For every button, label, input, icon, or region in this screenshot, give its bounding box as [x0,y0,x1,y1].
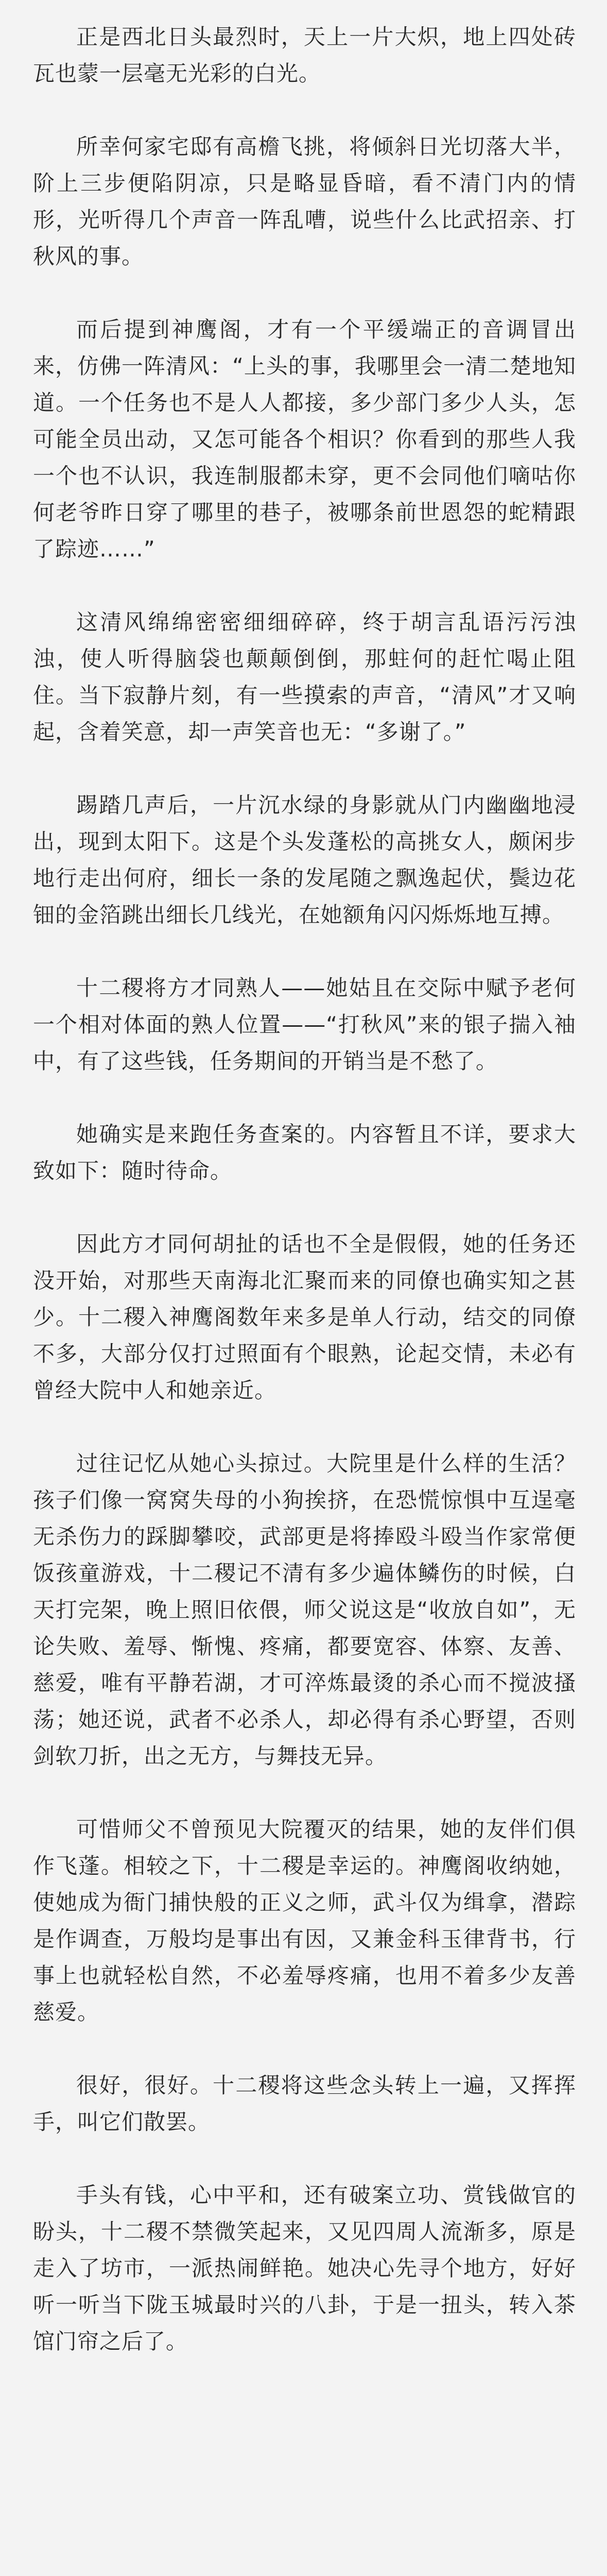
paragraph-11: 很好，很好。十二稷将这些念头转上一遍，又挥挥手，叫它们散罢。 [33,2073,576,2134]
paragraph-3: 而后提到神鹰阁，才有一个平缓端正的音调冒出来，仿佛一阵清风：“上头的事，我哪里会一清二楚地知道。一个任务也不是人人都接，多少部门多少人头，怎可能全员出动，又怎可能各个相识？你看到的那些人我一个也不认识，我连制服都未穿，更不会同他们嘀咕你何老爷昨日穿了哪里的巷子，被哪条前世恩怨的蛇精跟了踪迹……” [33,317,576,562]
paragraph-8: 因此方才同何胡扯的话也不全是假假，她的任务还没开始，对那些天南海北汇聚而来的同僚也确实知之甚少。十二稷入神鹰阁数年来多是单人行动，结交的同僚不多，大部分仅打过照面有个眼熟，论起交情，未必有曾经大院中人和她亲近。 [33,1231,576,1403]
paragraph-1: 正是西北日头最烈时，天上一片大炽，地上四处砖瓦也蒙一层毫无光彩的白光。 [33,24,576,86]
paragraph-7: 她确实是来跑任务查案的。内容暂且不详，要求大致如下：随时待命。 [33,1122,576,1183]
paragraph-5: 踢踏几声后，一片沉水绿的身影就从门内幽幽地浸出，现到太阳下。这是个头发蓬松的高挑女人，颇闲步地行走出何府，细长一条的发尾随之飘逸起伏，鬓边花钿的金箔跳出细长几线光，在她额角闪闪烁烁地互搏。 [33,792,576,927]
paragraph-6: 十二稷将方才同熟人——她姑且在交际中赋予老何一个相对体面的熟人位置——“打秋风”来的银子揣入袖中，有了这些钱，任务期间的开销当是不愁了。 [33,975,576,1074]
paragraph-2: 所幸何家宅邸有高檐飞挑，将倾斜日光切落大半，阶上三步便陷阴凉，只是略显昏暗，看不清门内的情形，光听得几个声音一阵乱嘈，说些什么比武招亲、打秋风的事。 [33,134,576,269]
paragraph-4: 这清风绵绵密密细细碎碎，终于胡言乱语污污浊浊，使人听得脑袋也颠颠倒倒，那蛀何的赶忙喝止阻住。当下寂静片刻，有一些摸索的声音，“清风”才又响起，含着笑意，却一声笑音也无：“多谢了。” [33,609,576,744]
paragraph-12: 手头有钱，心中平和，还有破案立功、赏钱做官的盼头，十二稷不禁微笑起来，又见四周人流渐多，原是走入了坊市，一派热闹鲜艳。她决心先寻个地方，好好听一听当下陇玉城最时兴的八卦，于是一扭头，转入茶馆门帘之后了。 [33,2182,576,2354]
paragraph-9: 过往记忆从她心头掠过。大院里是什么样的生活？孩子们像一窝窝失母的小狗挨挤，在恐慌惊惧中互逞毫无杀伤力的踩脚攀咬，武部更是将捧殴斗殴当作家常便饭孩童游戏，十二稷记不清有多少遍体鳞伤的时候，白天打完架，晚上照旧依偎，师父说这是“收放自如”，无论失败、羞辱、惭愧、疼痛，都要宽容、体察、友善、慈爱，唯有平静若湖，才可淬炼最烫的杀心而不搅波搔荡；她还说，武者不必杀人，却必得有杀心野望，否则剑软刀折，出之无方，与舞技无异。 [33,1451,576,1769]
paragraph-10: 可惜师父不曾预见大院覆灭的结果，她的友伴们俱作飞蓬。相较之下，十二稷是幸运的。神鹰阁收纳她，使她成为衙门捕快般的正义之师，武斗仅为缉拿，潜踪是作调查，万般均是事出有因，又兼金科玉律背书，行事上也就轻松自然，不必羞辱疼痛，也用不着多少友善慈爱。 [33,1817,576,2025]
